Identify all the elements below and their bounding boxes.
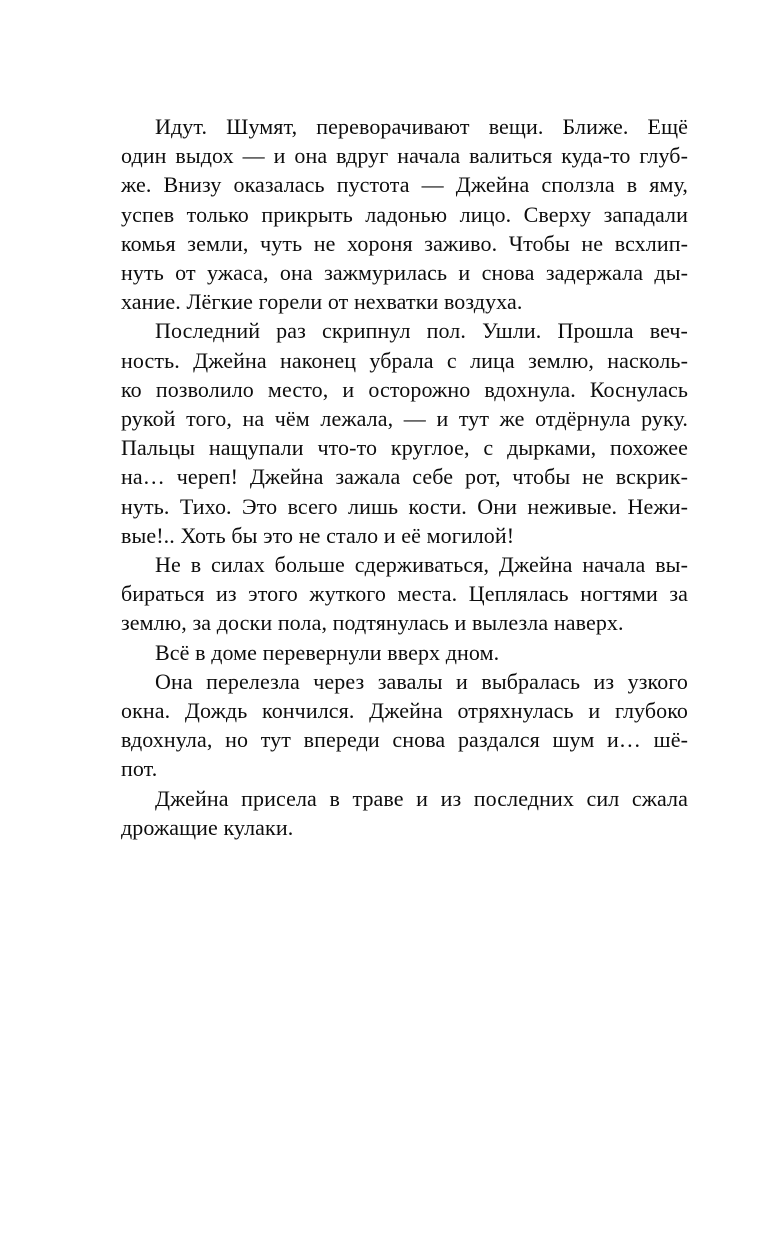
text-line: ность. Джейна наконец убрала с лица землю, насколь- bbox=[121, 347, 688, 373]
text-line: на… череп! Джейна зажала себе рот, чтобы не вскрик- bbox=[121, 464, 688, 490]
text-line: успев только прикрыть ладонью лицо. Сверху западали bbox=[121, 201, 688, 227]
text-line: Джейна присела в траве и из последних сил сжала bbox=[155, 785, 688, 811]
text-line: вдохнула, но тут впереди снова раздался шум и… шё- bbox=[121, 727, 688, 753]
text-line: окна. Дождь кончился. Джейна отряхнулась и глубоко bbox=[121, 698, 688, 724]
text-line: Она перелезла через завалы и выбралась из узкого bbox=[155, 668, 688, 694]
text-line: Пальцы нащупали что-то круглое, с дырками, похожее bbox=[121, 435, 688, 461]
text-line: комья земли, чуть не хороня заживо. Чтобы не всхлип- bbox=[121, 230, 688, 256]
text-line: хание. Лёгкие горели от нехватки воздуха. bbox=[121, 289, 523, 315]
text-line: дрожащие кулаки. bbox=[121, 814, 294, 840]
text-line: рукой того, на чём лежала, — и тут же отдёрнула руку. bbox=[121, 406, 688, 432]
text-line: нуть от ужаса, она зажмурилась и снова задержала ды- bbox=[121, 260, 688, 286]
text-line: вые!.. Хоть бы это не стало и её могилой! bbox=[121, 522, 515, 548]
text-line: землю, за доски пола, подтянулась и вылезла наверх. bbox=[121, 610, 624, 636]
text-line: же. Внизу оказалась пустота — Джейна сползла в яму, bbox=[121, 172, 688, 198]
text-line: Всё в доме перевернули вверх дном. bbox=[155, 639, 500, 665]
text-line: Идут. Шумят, переворачивают вещи. Ближе. Ещё bbox=[155, 114, 688, 139]
text-line: Не в силах больше сдерживаться, Джейна начала вы- bbox=[155, 552, 688, 578]
body-text-block bbox=[121, 112, 688, 842]
text-line: бираться из этого жуткого места. Цеплялась ногтями за bbox=[121, 581, 688, 607]
text-line: Последний раз скрипнул пол. Ушли. Прошла веч- bbox=[155, 318, 688, 344]
text-line: нуть. Тихо. Это всего лишь кости. Они неживые. Нежи- bbox=[121, 493, 688, 519]
text-line: один выдох — и она вдруг начала валиться куда-то глуб- bbox=[121, 143, 688, 169]
text-line: пот. bbox=[121, 756, 158, 782]
text-line: ко позволило место, и осторожно вдохнула. Коснулась bbox=[121, 376, 688, 402]
